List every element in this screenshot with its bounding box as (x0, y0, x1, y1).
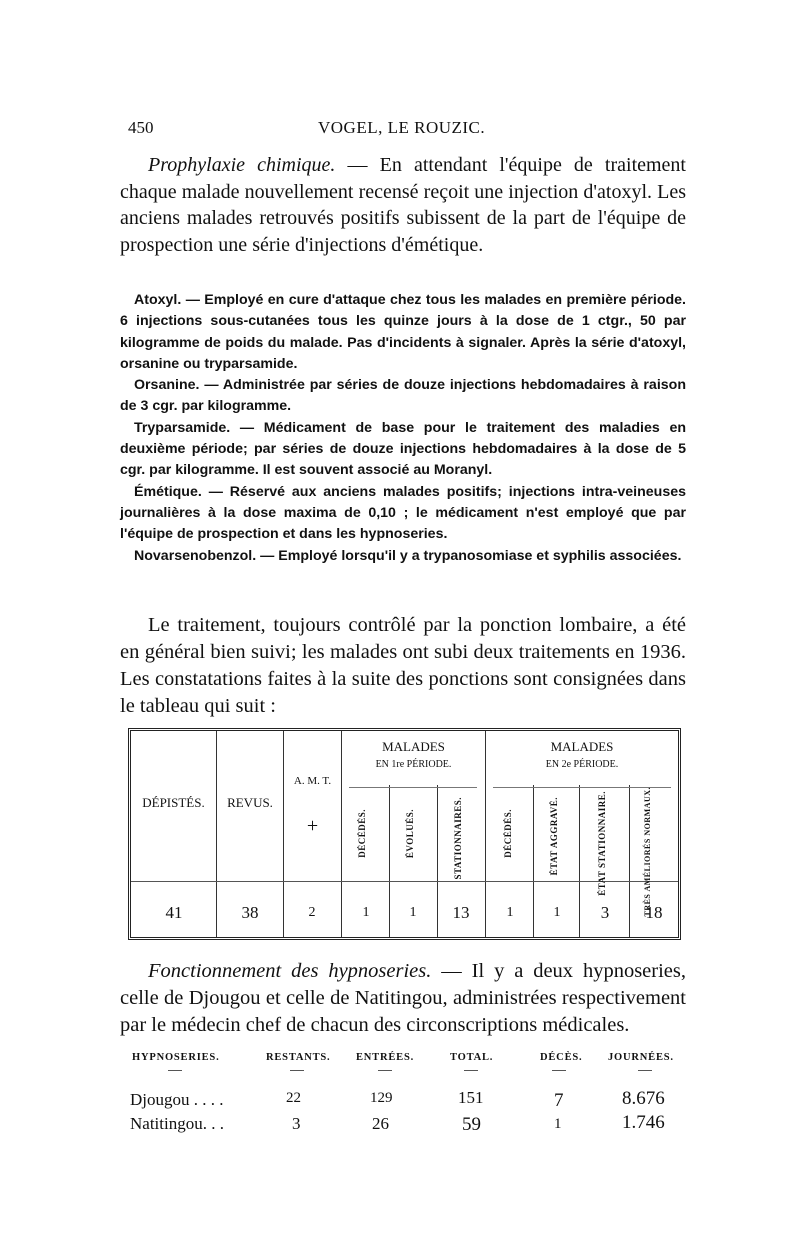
sub-decedes-1: DÉCÉDÉS. (357, 809, 367, 858)
header-dash (638, 1070, 652, 1071)
value-etat-aggrave: 1 (553, 905, 561, 920)
col-deces: DÉCÈS. (540, 1052, 583, 1063)
value-stationnaires-1: 13 (452, 903, 470, 922)
header-dash (290, 1070, 304, 1071)
row-name: Natitingou. . . (130, 1114, 224, 1133)
hypnoseries-table (128, 1052, 684, 1142)
sub-etat-stationnaire: ÉTAT STATIONNAIRE. (597, 791, 607, 896)
page-number: 450 (128, 118, 154, 137)
col-restants: RESTANTS. (266, 1052, 331, 1063)
treatment-paragraph: Le traitement, toujours contrôlé par la ponction lombaire, a été en général bien suivi; les malades ont subi deux traitements en 1936. Les constatations faites à la suite des ponctions sont consignées dans le tableau qui suit : (120, 614, 686, 717)
header-dash (168, 1070, 182, 1071)
group-brace (349, 787, 477, 788)
row-total: 59 (462, 1114, 481, 1135)
intro-text: — En attendant l'équipe de traitement chaque malade nouvellement recensé reçoit une injection d'atoxyl. Les anciens malades retrouvés positifs subissent de la part de l'équipe de prospection une série d'injections d'émétique. (120, 154, 686, 256)
header-amt: A. M. T. (293, 775, 332, 787)
hypnoseries-text: — Il y a deux hypnoseries, celle de Djougou et celle de Natitingou, administrées respectivement par le médecin chef de chacun des circonscriptions médicales. (120, 960, 686, 1036)
intro-title: Prophylaxie chimique. (148, 154, 336, 176)
drug-novarsenobenzol: Novarsenobenzol. — Employé lorsqu'il y a trypanosomiase et syphilis associées. (134, 547, 682, 564)
group1-line2: EN 1re PÉRIODE. (375, 759, 452, 770)
drug-emetique: Émétique. — Réservé aux anciens malades positifs; injections intra-veineuses journalières à la dose maxima de 0,10 ; le médicament n'est employé que par l'équipe de prospection et dans les hypnoseries. (120, 483, 686, 543)
row-entrees: 26 (372, 1114, 389, 1133)
intro-paragraph (120, 152, 686, 258)
row-journees: 1.746 (622, 1112, 665, 1133)
header-amt-sign: + (306, 815, 319, 837)
col-total: TOTAL. (450, 1052, 494, 1063)
header-dash (552, 1070, 566, 1071)
value-decedes-1: 1 (362, 905, 370, 920)
row-name: Djougou . . . . (130, 1090, 224, 1109)
running-title: VOGEL, LE ROUZIC. (318, 118, 486, 137)
drug-list (120, 290, 686, 567)
running-header (128, 118, 684, 142)
value-amt: 2 (308, 905, 316, 920)
header-rule (131, 881, 678, 882)
row-restants: 3 (292, 1114, 301, 1133)
group2-line2: EN 2e PÉRIODE. (545, 759, 619, 770)
row-deces: 7 (554, 1090, 564, 1111)
value-tres-ameliores: 18 (645, 903, 663, 922)
drug-atoxyl: Atoxyl. — Employé en cure d'attaque chez tous les malades en première période. 6 injections sous-cutanées tous les quinze jours à la dose de 1 ctgr., 50 par kilogramme de poids du malade. Pas d'incidents à signaler. Après la série d'atoxyl, orsanine ou tryparsamide. (120, 292, 686, 372)
group2-line1: MALADES (550, 739, 614, 754)
row-journees: 8.676 (622, 1088, 665, 1109)
value-decedes-2: 1 (506, 905, 514, 920)
results-table (128, 728, 681, 940)
hypnoseries-paragraph (120, 958, 686, 1039)
value-revus: 38 (241, 903, 259, 922)
col-entrees: ENTRÉES. (356, 1052, 415, 1063)
group1-line1: MALADES (382, 739, 445, 754)
value-etat-stationnaire: 3 (600, 903, 610, 922)
sub-etat-aggrave: ÉTAT AGGRAVÉ. (549, 797, 559, 876)
hypnoseries-title: Fonctionnement des hypnoseries. (148, 960, 432, 982)
row-restants: 22 (286, 1090, 301, 1106)
sub-evolues: ÉVOLUÉS. (405, 809, 415, 859)
sub-stationnaires-1: STATIONNAIRES. (453, 797, 463, 880)
header-depistes: DÉPISTÉS. (142, 795, 205, 810)
header-dash (378, 1070, 392, 1071)
row-entrees: 129 (370, 1090, 393, 1106)
header-dash (464, 1070, 478, 1071)
header-revus: REVUS. (227, 795, 273, 810)
sub-decedes-2: DÉCÉDÉS. (503, 809, 513, 858)
value-depistes: 41 (165, 903, 183, 922)
value-evolues: 1 (409, 905, 417, 920)
col-journees: JOURNÉES. (608, 1052, 674, 1063)
row-deces: 1 (554, 1116, 562, 1132)
drug-tryparsamide: Tryparsamide. — Médicament de base pour le traitement des maladies en deuxième période; par séries de douze injections hebdomadaires à la dose de 5 cgr. par kilogramme. Il est souvent associé au Moranyl. (120, 419, 686, 479)
drug-orsanine: Orsanine. — Administrée par séries de douze injections hebdomadaires à raison de 3 cgr. par kilogramme. (120, 377, 686, 415)
row-total: 151 (458, 1088, 484, 1107)
col-hypnoseries: HYPNOSERIES. (132, 1052, 220, 1063)
col-divider (216, 731, 217, 937)
sub-tres-ameliores: TRÈS AMÉLIORÉS NORMAUX. (643, 787, 652, 917)
